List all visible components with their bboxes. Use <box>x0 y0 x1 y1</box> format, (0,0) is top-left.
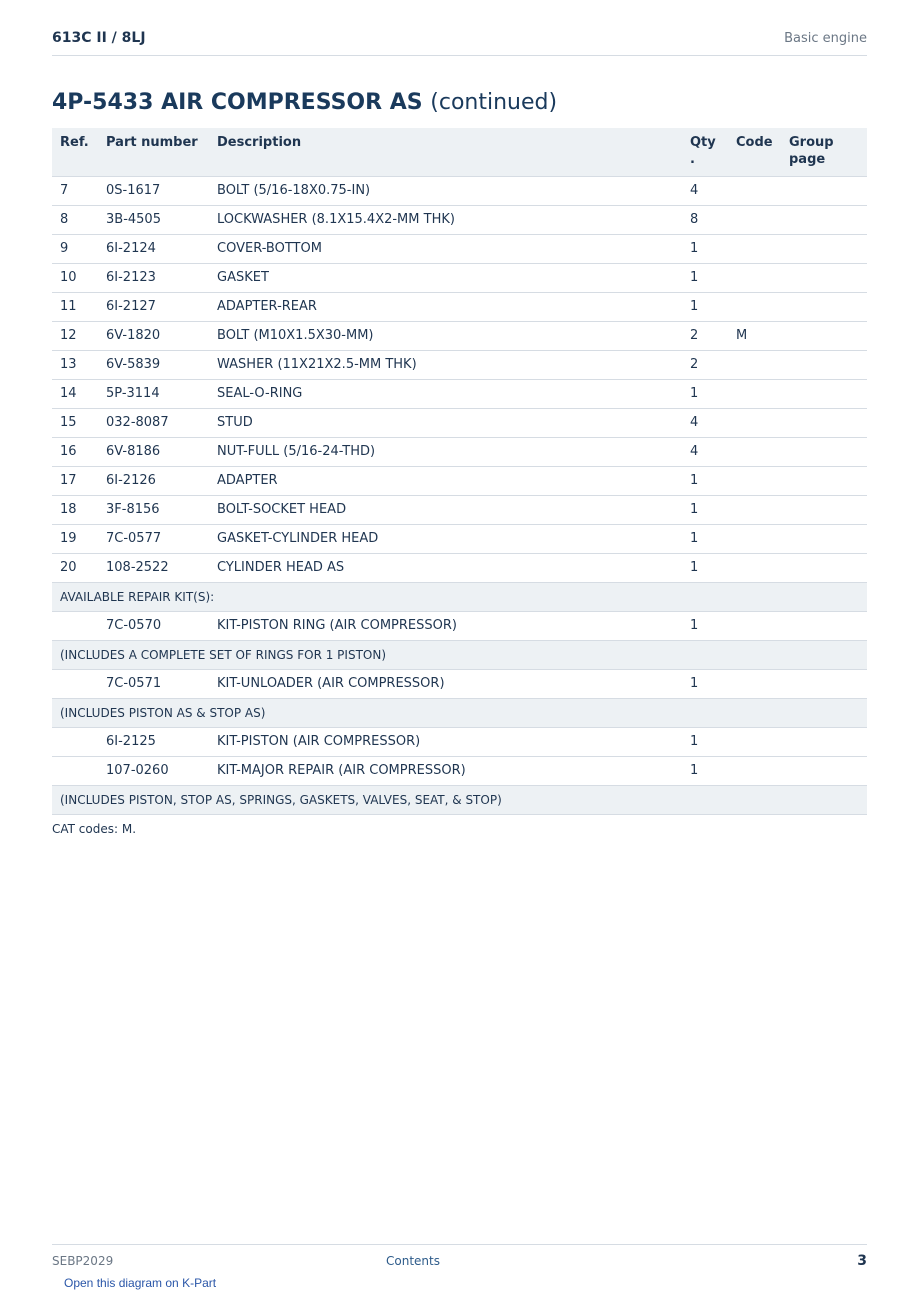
note-text: (INCLUDES PISTON, STOP AS, SPRINGS, GASKETS, VALVES, SEAT, & STOP) <box>52 786 867 815</box>
col-description-header: Description <box>209 128 682 177</box>
open-on-kpart-link[interactable]: Open this diagram on K-Part <box>64 1276 217 1290</box>
group-page-cell <box>781 525 867 554</box>
ref-cell: 16 <box>52 438 98 467</box>
ref-cell: 8 <box>52 206 98 235</box>
ref-cell: 11 <box>52 293 98 322</box>
ref-cell <box>52 670 98 699</box>
contents-link[interactable]: Contents <box>386 1254 440 1268</box>
part-number-cell: 7C-0571 <box>98 670 209 699</box>
group-page-cell <box>781 438 867 467</box>
group-page-cell <box>781 496 867 525</box>
part-number-cell: 7C-0577 <box>98 525 209 554</box>
note-text: (INCLUDES PISTON AS & STOP AS) <box>52 699 867 728</box>
qty-cell: 4 <box>682 409 728 438</box>
qty-cell: 8 <box>682 206 728 235</box>
ref-cell: 13 <box>52 351 98 380</box>
code-cell <box>728 177 781 206</box>
col-part-number-header: Part number <box>98 128 209 177</box>
note-text: (INCLUDES A COMPLETE SET OF RINGS FOR 1 PISTON) <box>52 641 867 670</box>
table-row <box>52 438 867 467</box>
note-row <box>52 786 867 815</box>
part-number-cell: 108-2522 <box>98 554 209 583</box>
code-cell <box>728 467 781 496</box>
code-cell <box>728 612 781 641</box>
table-row <box>52 496 867 525</box>
table-row <box>52 525 867 554</box>
group-page-cell <box>781 467 867 496</box>
description-cell: KIT-PISTON RING (AIR COMPRESSOR) <box>209 612 682 641</box>
qty-cell: 1 <box>682 728 728 757</box>
group-page-cell <box>781 409 867 438</box>
ref-cell: 17 <box>52 467 98 496</box>
qty-cell: 1 <box>682 235 728 264</box>
model-label: 613C II / 8LJ <box>52 30 146 46</box>
note-text: AVAILABLE REPAIR KIT(S): <box>52 583 867 612</box>
cat-codes-note: CAT codes: M. <box>52 822 137 836</box>
description-cell: LOCKWASHER (8.1X15.4X2-MM THK) <box>209 206 682 235</box>
code-cell <box>728 351 781 380</box>
qty-cell: 4 <box>682 177 728 206</box>
description-cell: BOLT (M10X1.5X30-MM) <box>209 322 682 351</box>
table-row <box>52 177 867 206</box>
table-row <box>52 612 867 641</box>
table-row <box>52 264 867 293</box>
part-number-cell: 5P-3114 <box>98 380 209 409</box>
description-cell: ADAPTER-REAR <box>209 293 682 322</box>
code-cell: M <box>728 322 781 351</box>
table-row <box>52 235 867 264</box>
continued-label: (continued) <box>430 90 558 115</box>
page-footer <box>52 1244 867 1275</box>
group-page-cell <box>781 670 867 699</box>
description-cell: WASHER (11X21X2.5-MM THK) <box>209 351 682 380</box>
table-header-row <box>52 128 867 177</box>
qty-cell: 1 <box>682 496 728 525</box>
table-row <box>52 293 867 322</box>
part-number-cell: 6I-2124 <box>98 235 209 264</box>
code-cell <box>728 293 781 322</box>
page-number: 3 <box>857 1253 867 1269</box>
qty-cell: 1 <box>682 612 728 641</box>
group-page-cell <box>781 206 867 235</box>
code-cell <box>728 380 781 409</box>
part-number-cell: 6V-8186 <box>98 438 209 467</box>
description-cell: BOLT (5/16-18X0.75-IN) <box>209 177 682 206</box>
description-cell: GASKET-CYLINDER HEAD <box>209 525 682 554</box>
group-page-cell <box>781 293 867 322</box>
description-cell: CYLINDER HEAD AS <box>209 554 682 583</box>
qty-cell: 1 <box>682 264 728 293</box>
description-cell: NUT-FULL (5/16-24-THD) <box>209 438 682 467</box>
code-cell <box>728 438 781 467</box>
part-number-cell: 032-8087 <box>98 409 209 438</box>
group-page-cell <box>781 177 867 206</box>
ref-cell: 10 <box>52 264 98 293</box>
code-cell <box>728 728 781 757</box>
table-row <box>52 467 867 496</box>
part-number-cell: 3B-4505 <box>98 206 209 235</box>
part-number-cell: 6I-2126 <box>98 467 209 496</box>
part-number-cell: 0S-1617 <box>98 177 209 206</box>
part-number-cell: 6I-2125 <box>98 728 209 757</box>
note-row <box>52 699 867 728</box>
note-row <box>52 641 867 670</box>
code-cell <box>728 264 781 293</box>
qty-cell: 1 <box>682 380 728 409</box>
part-number-cell: 3F-8156 <box>98 496 209 525</box>
code-cell <box>728 670 781 699</box>
col-qty-header: Qty . <box>682 128 728 177</box>
ref-cell <box>52 728 98 757</box>
table-row <box>52 670 867 699</box>
part-number-cell: 6I-2123 <box>98 264 209 293</box>
code-cell <box>728 496 781 525</box>
description-cell: KIT-UNLOADER (AIR COMPRESSOR) <box>209 670 682 699</box>
part-number-cell: 6I-2127 <box>98 293 209 322</box>
qty-cell: 1 <box>682 757 728 786</box>
description-cell: KIT-MAJOR REPAIR (AIR COMPRESSOR) <box>209 757 682 786</box>
group-page-cell <box>781 757 867 786</box>
qty-cell: 4 <box>682 438 728 467</box>
code-cell <box>728 409 781 438</box>
group-page-cell <box>781 235 867 264</box>
note-row <box>52 583 867 612</box>
description-cell: KIT-PISTON (AIR COMPRESSOR) <box>209 728 682 757</box>
code-cell <box>728 525 781 554</box>
col-group-page-header: Group page <box>781 128 867 177</box>
ref-cell: 9 <box>52 235 98 264</box>
page-title <box>52 90 557 115</box>
ref-cell: 15 <box>52 409 98 438</box>
ref-cell: 14 <box>52 380 98 409</box>
qty-cell: 1 <box>682 554 728 583</box>
section-label: Basic engine <box>784 31 867 46</box>
part-number-cell: 6V-1820 <box>98 322 209 351</box>
document-id: SEBP2029 <box>52 1254 114 1268</box>
ref-cell: 12 <box>52 322 98 351</box>
table-row <box>52 206 867 235</box>
part-number-cell: 7C-0570 <box>98 612 209 641</box>
description-cell: BOLT-SOCKET HEAD <box>209 496 682 525</box>
table-row <box>52 351 867 380</box>
group-page-cell <box>781 351 867 380</box>
group-page-cell <box>781 264 867 293</box>
description-cell: COVER-BOTTOM <box>209 235 682 264</box>
code-cell <box>728 757 781 786</box>
group-page-cell <box>781 322 867 351</box>
table-row <box>52 380 867 409</box>
qty-cell: 1 <box>682 293 728 322</box>
group-page-cell <box>781 612 867 641</box>
ref-cell <box>52 757 98 786</box>
qty-cell: 2 <box>682 351 728 380</box>
table-row <box>52 728 867 757</box>
ref-cell: 19 <box>52 525 98 554</box>
description-cell: ADAPTER <box>209 467 682 496</box>
description-cell: STUD <box>209 409 682 438</box>
col-code-header: Code <box>728 128 781 177</box>
description-cell: GASKET <box>209 264 682 293</box>
qty-cell: 1 <box>682 467 728 496</box>
ref-cell: 18 <box>52 496 98 525</box>
parts-table <box>52 128 867 815</box>
parts-table-body <box>52 177 867 815</box>
part-number-cell: 6V-5839 <box>98 351 209 380</box>
code-cell <box>728 554 781 583</box>
description-cell: SEAL-O-RING <box>209 380 682 409</box>
code-cell <box>728 235 781 264</box>
ref-cell: 20 <box>52 554 98 583</box>
table-row <box>52 322 867 351</box>
code-cell <box>728 206 781 235</box>
table-row <box>52 554 867 583</box>
ref-cell: 7 <box>52 177 98 206</box>
assembly-title: 4P-5433 AIR COMPRESSOR AS <box>52 90 423 115</box>
group-page-cell <box>781 728 867 757</box>
part-number-cell: 107-0260 <box>98 757 209 786</box>
table-row <box>52 409 867 438</box>
qty-cell: 2 <box>682 322 728 351</box>
group-page-cell <box>781 380 867 409</box>
col-ref-header: Ref. <box>52 128 98 177</box>
page-header <box>52 28 867 56</box>
qty-cell: 1 <box>682 670 728 699</box>
ref-cell <box>52 612 98 641</box>
table-row <box>52 757 867 786</box>
group-page-cell <box>781 554 867 583</box>
qty-cell: 1 <box>682 525 728 554</box>
